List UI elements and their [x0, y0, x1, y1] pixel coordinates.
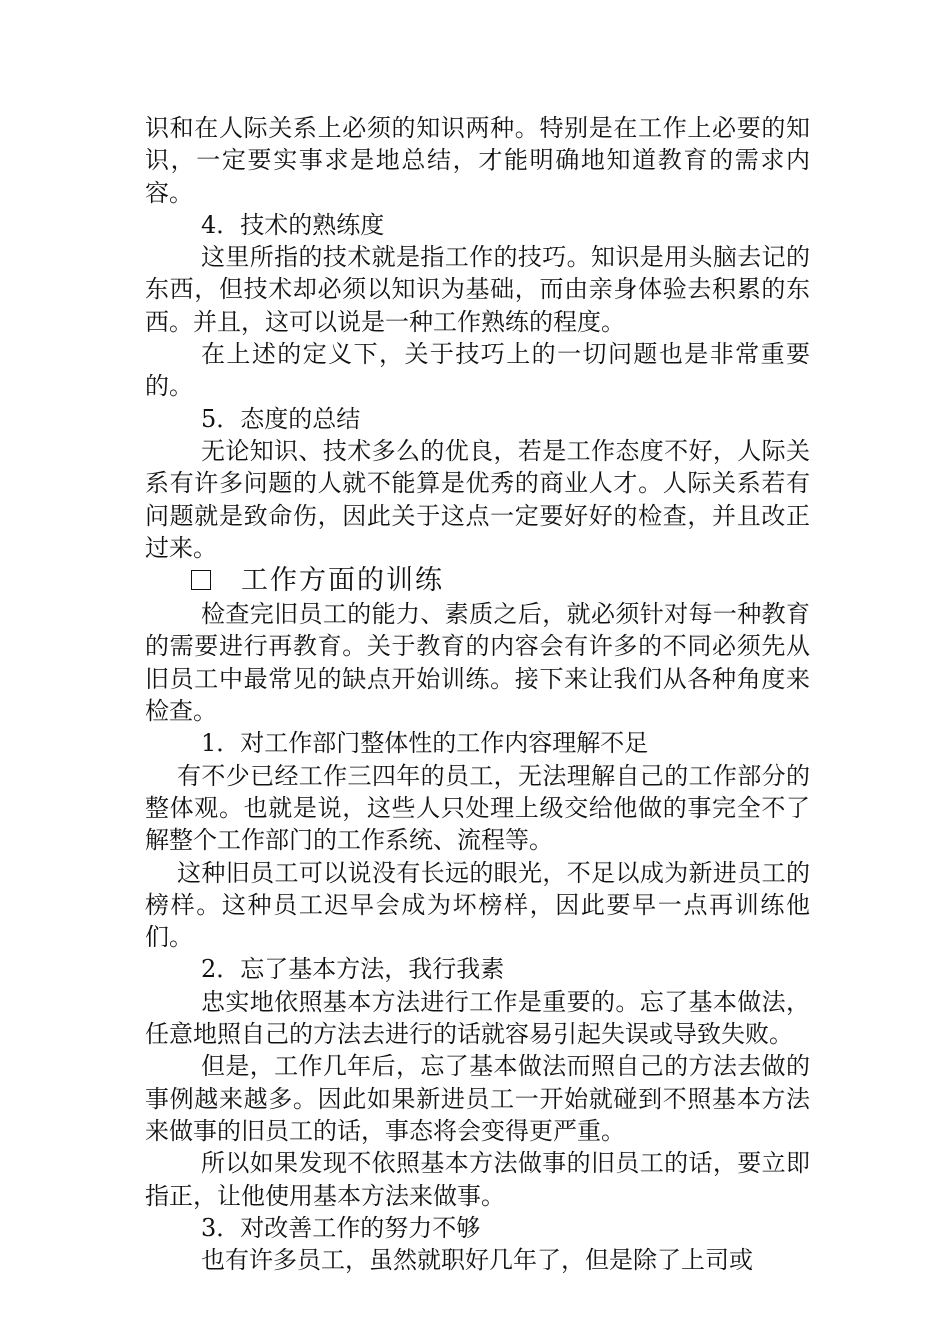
paragraph: 忠实地依照基本方法进行工作是重要的。忘了基本做法，任意地照自己的方法去进行的话就容易引起失误或导致失败。 [145, 987, 810, 1049]
checkbox-square-icon [191, 570, 211, 590]
section-title-improvement: 3．对改善工作的努力不够 [201, 1213, 481, 1242]
paragraph: 这里所指的技术就是指工作的技巧。知识是用头脑去记的东西，但技术却必须以知识为基础，而由亲身体验去积累的东西。并且，这可以说是一种工作熟练的程度。 [145, 243, 810, 336]
section-title-basic-methods: 2．忘了基本方法，我行我素 [201, 955, 505, 984]
section-title-understanding: 1．对工作部门整体性的工作内容理解不足 [201, 729, 649, 758]
section-heading [145, 564, 810, 598]
paragraph: 识和在人际关系上必须的知识两种。特别是在工作上必要的知识，一定要实事求是地总结，才能明确地知道教育的需求内容。 [145, 114, 810, 207]
section-heading-text: 工作方面的训练 [241, 565, 444, 597]
paragraph: 也有许多员工，虽然就职好几年了，但是除了上司或 [201, 1246, 753, 1275]
document-page [145, 112, 810, 1276]
paragraph: 检查完旧员工的能力、素质之后，就必须针对每一种教育的需要进行再教育。关于教育的内容会有许多的不同必须先从旧员工中最常见的缺点开始训练。接下来让我们从各种角度来检查。 [145, 600, 810, 726]
paragraph: 无论知识、技术多么的优良，若是工作态度不好，人际关系有许多问题的人就不能算是优秀的商业人才。人际关系若有问题就是致命伤，因此关于这点一定要好好的检查，并且改正过来。 [145, 436, 810, 562]
paragraph: 但是，工作几年后，忘了基本做法而照自己的方法去做的事例越来越多。因此如果新进员工一开始就碰到不照基本方法来做事的旧员工的话，事态将会变得更严重。 [145, 1052, 810, 1145]
paragraph: 这种旧员工可以说没有长远的眼光，不足以成为新进员工的榜样。这种员工迟早会成为坏榜样，因此要早一点再训练他们。 [145, 858, 810, 952]
paragraph: 所以如果发现不依照基本方法做事的旧员工的话，要立即指正，让他使用基本方法来做事。 [145, 1149, 810, 1210]
section-title-attitude: 5．态度的总结 [201, 404, 361, 433]
paragraph: 在上述的定义下，关于技巧上的一切问题也是非常重要的。 [145, 340, 810, 401]
paragraph: 有不少已经工作三四年的员工，无法理解自己的工作部分的整体观。也就是说，这些人只处理上级交给他做的事完全不了解整个工作部门的工作系统、流程等。 [145, 761, 810, 855]
section-title-skill-proficiency: 4．技术的熟练度 [201, 210, 385, 239]
